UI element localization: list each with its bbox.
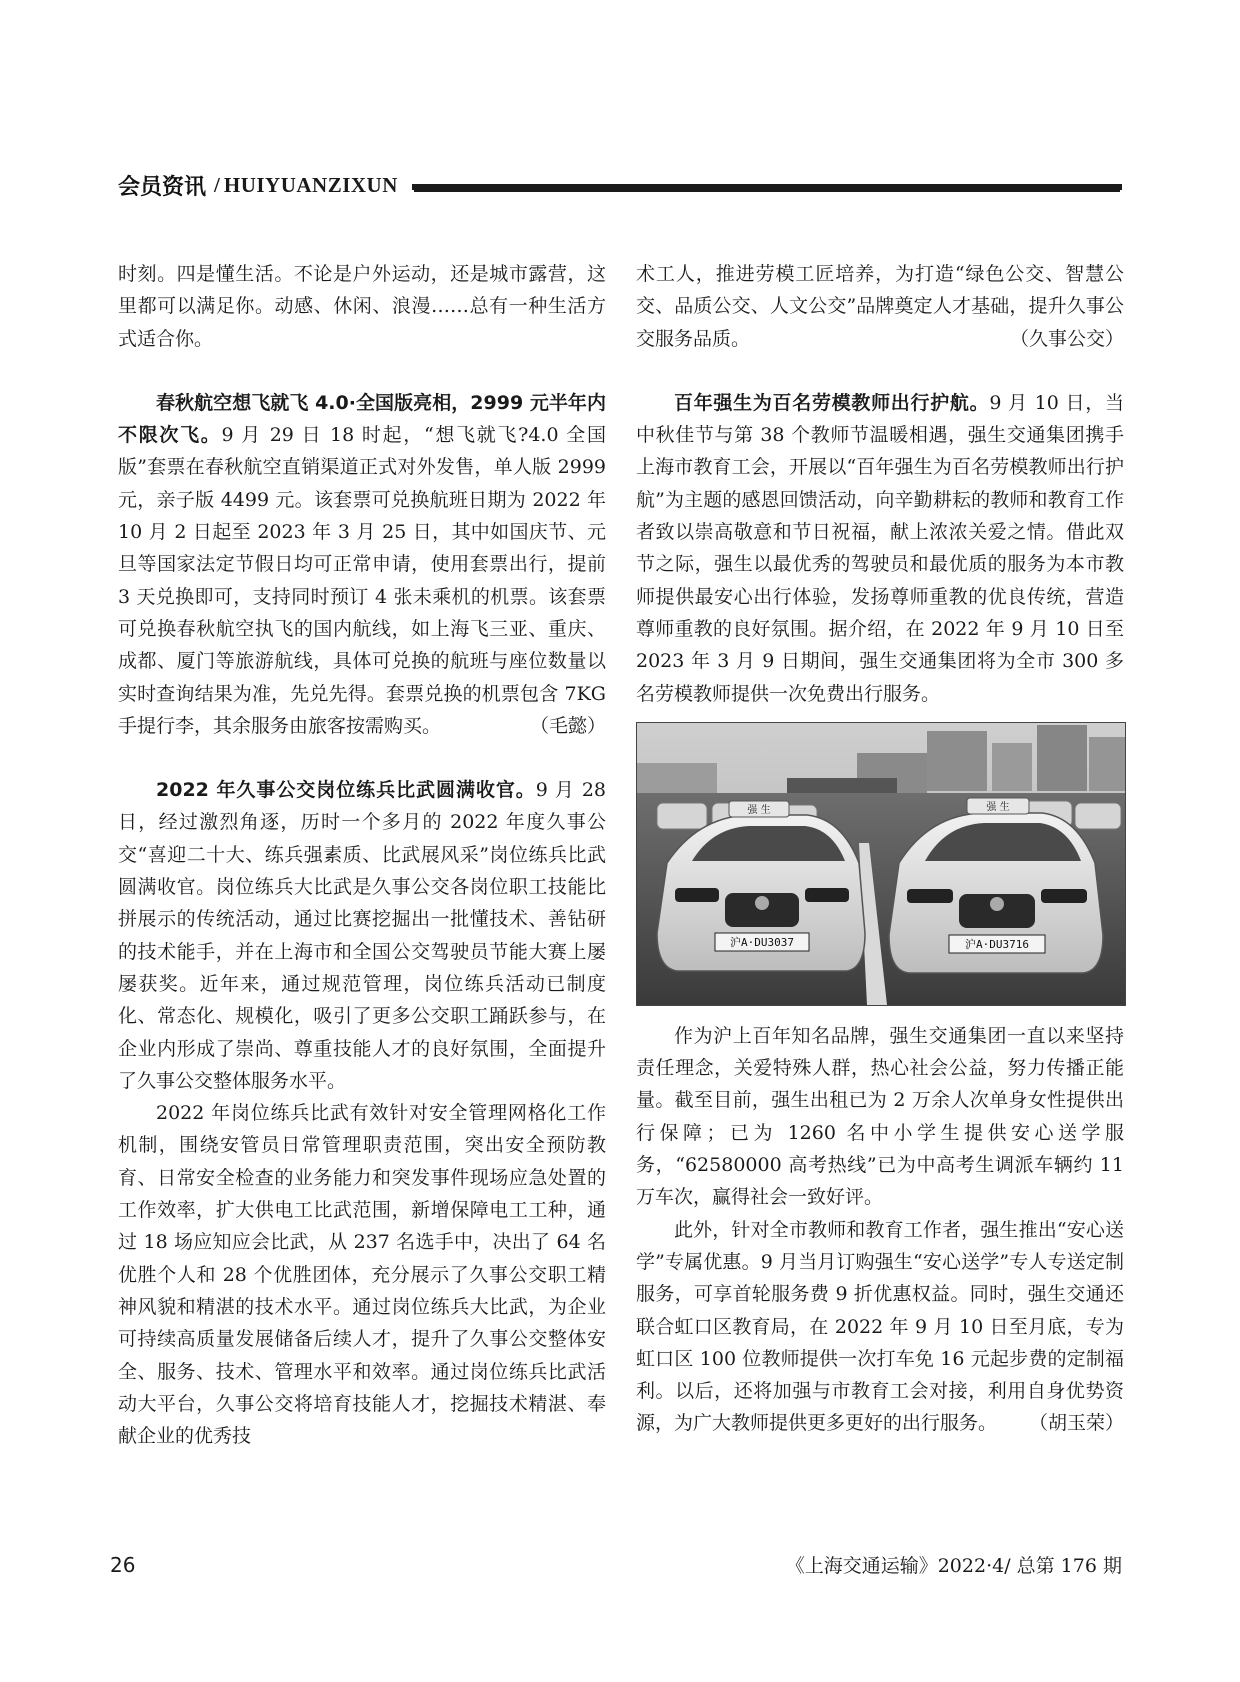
article-body: 9 月 10 日，当中秋佳节与第 38 个教师节温暖相遇，强生交通集团携手上海市教育工会，开展以“百年强生为百名劳模教师出行护航”为主题的感恩回馈活动，向辛勤耕耘的教师和教育工作者致以崇高敬意和节日祝福，献上浓浓关爱之情。借此双节之际，强生以最优秀的驾驶员和最优质的服务为本市教师提供最安心出行体验，发扬尊师重教的优良传统，营造尊师重教的良好氛围。据介绍，在 2022 年 9 月 10 日至 2023 年 3 月 9 日期间，强生交通集团将为全市 300 多名劳模教师提供一次免费出行服务。 <box>636 391 1124 705</box>
article-paragraph: 作为沪上百年知名品牌，强生交通集团一直以来坚持责任理念，关爱特殊人群，热心社会公益，努力传播正能量。截至目前，强生出租已为 2 万余人次单身女性提供出行保障；已为 1260 名中小学生提供安心送学服务，“62580000 高考热线”已为中高考生调派车辆约 11 万车次，赢得社会一致好评。 <box>636 1024 1124 1209</box>
right-column <box>636 258 1124 1440</box>
article-body: 9 月 29 日 18 时起，“想飞就飞?4.0 全国版”套票在春秋航空直销渠道正式对外发售，单人版 2999 元，亲子版 4499 元。该套票可兑换航班日期为 2022 年 10 月 2 日起至 2023 年 3 月 25 日，其中如国庆节、元旦等国家法定节假日均可正常申请，使用套票出行，提前 3 天兑换即可，支持同时预订 4 张未乘机的机票。该套票可兑换春秋航空执飞的国内航线，如上海飞三亚、重庆、成都、厦门等旅游航线，具体可兑换的航班与座位数量以实时查询结果为准，先兑先得。套票兑换的机票包含 7KG 手提行李，其余服务由旅客按需购买。 <box>118 424 606 737</box>
article-author: （胡玉荣） <box>1028 1412 1124 1435</box>
continued-paragraph: 时刻。四是懂生活。不论是户外运动，还是城市露营，这里都可以满足你。动感、休闲、浪漫……总有一种生活方式适合你。 <box>118 263 606 350</box>
spacer <box>118 355 606 387</box>
roof-sign-right: 强 生 <box>986 801 1010 813</box>
article-lead: 春秋航空想飞就飞 4.0·全国版亮相，2999 元半年内不限次飞。 <box>118 391 606 447</box>
roof-sign-left: 强 生 <box>747 804 771 816</box>
section-header <box>118 170 1122 200</box>
paragraph-text: 此外，针对全市教师和教育工作者，强生推出“安心送学”专属优惠。9 月当月订购强生“安心送学”专人专送定制服务，可享首轮服务费 9 折优惠权益。同时，强生交通还联合虹口区教育局，在 2022 年 9 月 10 日至月底，专为虹口区 100 位教师提供一次打车免 16 元起步费的定制福利。以后，还将加强与市教育工会对接，利用自身优势资源，为广大教师提供更多更好的出行服务。 <box>636 1218 1124 1435</box>
plate-left: 沪A·DU3037 <box>730 935 794 949</box>
header-rule <box>412 184 1122 190</box>
article-author: （久事公交） <box>1009 327 1124 350</box>
article-spring-airlines <box>118 387 606 742</box>
left-column <box>118 258 606 1452</box>
issue-info: 《上海交通运输》2022·4/ 总第 176 期 <box>785 1555 1122 1577</box>
article-lead: 百年强生为百名劳模教师出行护航。 <box>674 391 990 414</box>
article-lead: 2022 年久事公交岗位练兵比武圆满收官。 <box>156 779 536 802</box>
plate-right: 沪A·DU3716 <box>965 937 1029 951</box>
section-title-en: HUIYUANZIXUN <box>223 172 398 197</box>
article-paragraph: 2022 年岗位练兵比武有效针对安全管理网格化工作机制，围绕安管员日常管理职责范围，突出安全预防教育、日常安全检查的业务能力和突发事件现场应急处置的工作效率，扩大供电工比武范围，新增保障电工工种，通过 18 场应知应会比武，从 237 名选手中，决出了 64 名优胜个人和 28 个优胜团体，充分展示了久事公交职工精神风貌和精湛的技术水平。通过岗位练兵大比武，为企业可持续高质量发展储备后续人才，提升了久事公交整体安全、服务、技术、管理水平和效率。通过岗位练兵比武活动大平台，久事公交将培育技能人才，挖掘技术精湛、奉献企业的优秀技 <box>118 1102 606 1448</box>
section-separator: / <box>214 172 220 197</box>
article-body: 9 月 28 日，经过激烈角逐，历时一个多月的 2022 年度久事公交“喜迎二十大、练兵强素质、比武展风采”岗位练兵比武圆满收官。岗位练兵大比武是久事公交各岗位职工技能比拼展示的传统活动，通过比赛挖掘出一批懂技术、善钻研的技术能手，并在上海市和全国公交驾驶员节能大赛上屡屡获奖。近年来，通过规范管理，岗位练兵活动已制度化、常态化、规模化，吸引了更多公交职工踊跃参与，在企业内形成了崇尚、尊重技能人才的良好氛围，全面提升了久事公交整体服务水平。 <box>118 779 606 1092</box>
continued-paragraph <box>636 258 1124 355</box>
taxi-photo <box>636 722 1126 1006</box>
page-number: 26 <box>110 1553 136 1577</box>
article-bus-competition <box>118 774 606 1097</box>
paragraph-text: 术工人，推进劳模工匠培养，为打造“绿色公交、智慧公交、品质公交、人文公交”品牌奠定人才基础，提升久事公交服务品质。 <box>636 263 1124 350</box>
section-title-cn: 会员资讯 <box>118 174 207 200</box>
spacer <box>118 742 606 774</box>
article-author: （毛懿） <box>529 714 606 737</box>
spacer <box>636 355 1124 387</box>
article-paragraph <box>636 1214 1124 1440</box>
article-qiangsheng <box>636 387 1124 710</box>
